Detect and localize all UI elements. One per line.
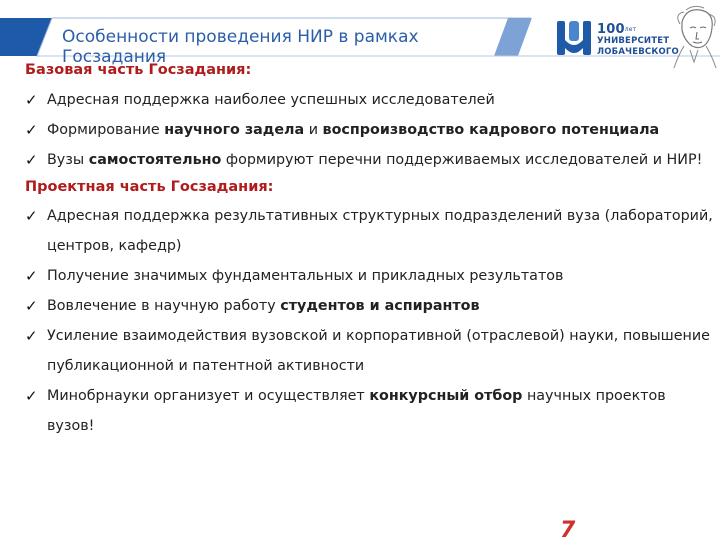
list-item (25, 145, 715, 175)
logo-line1: УНИВЕРСИТЕТ (597, 36, 670, 46)
item-bold-text: воспроизводство кадрового потенциала (322, 122, 660, 138)
item-text: и (304, 122, 323, 138)
check-icon: ✓ (25, 207, 38, 225)
base-section-list (25, 85, 715, 175)
list-item (25, 321, 715, 381)
project-section-list (25, 201, 715, 441)
list-item (25, 381, 715, 441)
base-section-heading: Базовая часть Госзадания: (25, 62, 252, 78)
check-icon: ✓ (25, 387, 38, 405)
logo-hundred: 100 (597, 22, 625, 37)
item-text: научных проектов вузов! (47, 388, 666, 434)
list-item (25, 85, 715, 115)
check-icon: ✓ (25, 91, 38, 109)
item-text: Минобрнауки организует и осуществляет (47, 388, 370, 404)
check-icon: ✓ (25, 297, 38, 315)
check-icon: ✓ (25, 121, 38, 139)
item-bold-text: конкурсный отбор (369, 388, 523, 404)
list-item (25, 261, 715, 291)
logo-text (597, 23, 679, 58)
item-text: Усиление взаимодействия вузовской и корпоративной (отраслевой) науки, повышение публикационной и патентной активности (47, 328, 710, 374)
list-item (25, 201, 715, 261)
check-icon: ✓ (25, 267, 38, 285)
logo-line2: ЛОБАЧЕВСКОГО (597, 47, 679, 57)
item-text: Получение значимых фундаментальных и прикладных результатов (47, 268, 564, 284)
item-bold-text: студентов и аспирантов (280, 298, 480, 314)
item-text: Адресная поддержка наиболее успешных исследователей (47, 92, 495, 108)
logo-emblem-icon (554, 18, 594, 58)
logo-hundred-sup: лет (624, 26, 637, 33)
page-title: Особенности проведения НИР в рамках Госзадания (62, 27, 419, 67)
item-bold-text: самостоятельно (88, 152, 222, 168)
list-item (25, 291, 715, 321)
project-section-heading: Проектная часть Госзадания: (25, 179, 274, 195)
slide-content (25, 60, 715, 441)
check-icon: ✓ (25, 151, 38, 169)
item-bold-text: научного задела (164, 122, 305, 138)
page-number: 7 (560, 518, 576, 543)
list-item (25, 115, 715, 145)
check-icon: ✓ (25, 327, 38, 345)
item-text: формируют перечни поддерживаемых исследователей и НИР! (221, 152, 703, 168)
item-text: Адресная поддержка результативных структурных подразделений вуза (лабораторий, центров, кафедр) (47, 208, 713, 254)
item-text: Вузы (47, 152, 89, 168)
item-text: Формирование (47, 122, 165, 138)
item-text: Вовлечение в научную работу (47, 298, 281, 314)
